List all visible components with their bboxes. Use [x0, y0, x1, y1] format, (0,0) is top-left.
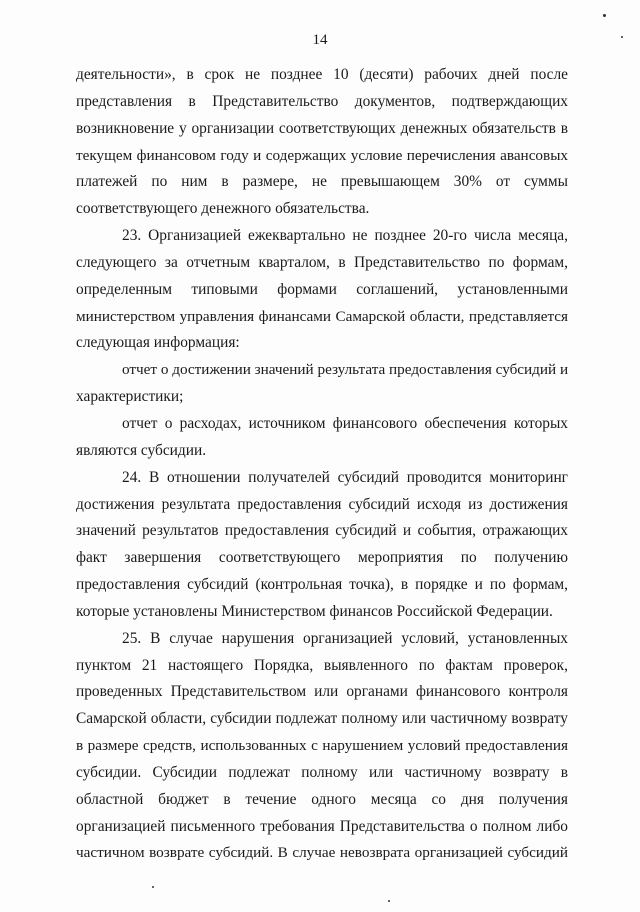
scan-speck — [388, 900, 390, 902]
text-line: определенным типовыми формами соглашений, установленными — [76, 280, 568, 298]
text-line: организацией письменного требования Представительства о полном либо — [76, 817, 568, 835]
text-line: характеристики; — [76, 388, 184, 406]
text-line: 25. В случае нарушения организацией условий, установленных — [122, 629, 568, 647]
text-line: факт завершения соответствующего мероприятия по получению — [76, 549, 568, 567]
text-line: отчет о достижении значений результата предоставления субсидий и — [122, 361, 569, 379]
scan-speck — [603, 14, 606, 17]
text-line: в размере средств, использованных с нарушением условий предоставления — [76, 737, 568, 755]
text-line: министерством управления финансами Самарской области, представляется — [76, 307, 568, 325]
scan-speck — [152, 886, 154, 888]
text-line: 24. В отношении получателей субсидий проводится мониторинг — [122, 468, 568, 486]
text-line: соответствующего денежного обязательства. — [76, 200, 370, 218]
text-line: являются субсидии. — [76, 441, 207, 459]
text-line: возникновение у организации соответствующих денежных обязательств в — [76, 119, 568, 137]
text-line: субсидии. Субсидии подлежат полному или частичному возврату в — [76, 763, 568, 781]
text-line: 23. Организацией ежеквартально не позднее 20-го числа месяца, — [122, 227, 568, 245]
text-line: проведенных Представительством или органами финансового контроля — [76, 683, 568, 701]
page-number: 14 — [312, 32, 328, 48]
text-line: достижения результата предоставления субсидий исходя из достижения — [76, 495, 568, 513]
text-line: представления в Представительство документов, подтверждающих — [76, 92, 568, 110]
text-line: текущем финансовом году и содержащих условие перечисления авансовых — [76, 146, 568, 164]
text-line: областной бюджет в течение одного месяца со дня получения — [76, 790, 568, 808]
text-line: значений результатов предоставления субсидий и события, отражающих — [76, 522, 568, 540]
text-line: пунктом 21 настоящего Порядка, выявленного по фактам проверок, — [76, 656, 568, 674]
document-body — [76, 62, 568, 867]
text-line: предоставления субсидий (контрольная точка), в порядке и по формам, — [76, 576, 568, 594]
text-line: отчет о расходах, источником финансового обеспечения которых — [122, 414, 568, 432]
scan-speck — [621, 36, 623, 38]
text-line: следующего за отчетным кварталом, в Представительство по формам, — [76, 253, 568, 271]
text-line: следующая информация: — [76, 334, 240, 352]
text-line: платежей по ним в размере, не превышающем 30% от суммы — [76, 173, 568, 191]
text-line: деятельности», в срок не позднее 10 (десяти) рабочих дней после — [76, 66, 568, 83]
text-line: частичном возврате субсидий. В случае невозврата организацией субсидий — [76, 844, 568, 862]
text-line: Самарской области, субсидии подлежат полному или частичному возврату — [76, 710, 568, 728]
text-line: которые установлены Министерством финансов Российской Федерации. — [76, 602, 553, 620]
